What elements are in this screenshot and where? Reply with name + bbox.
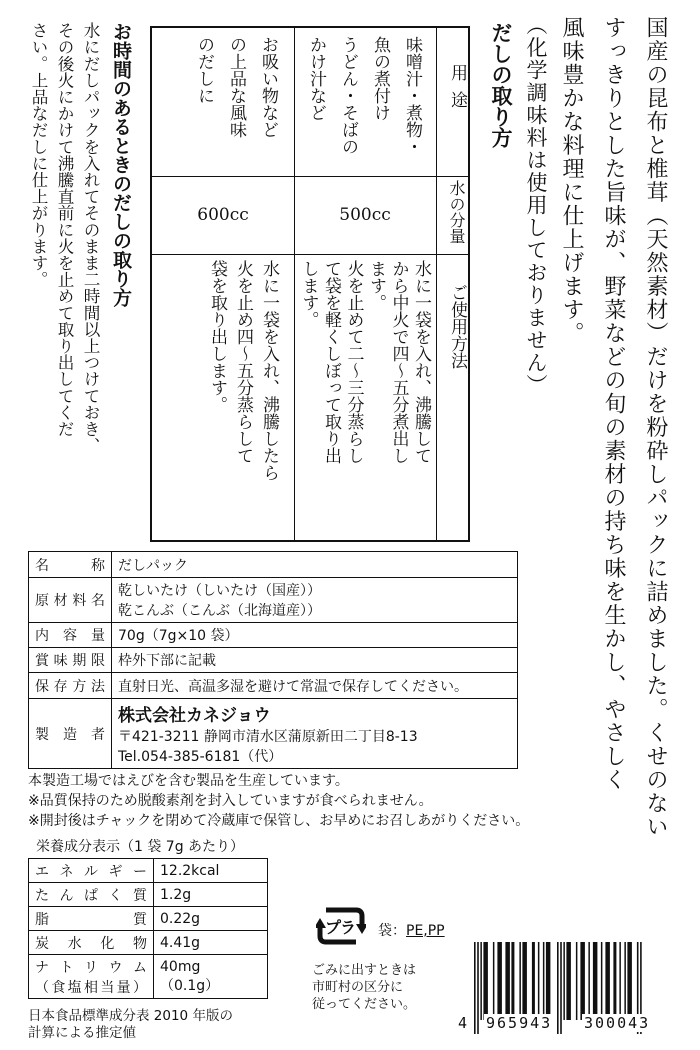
nutrition-label-line: （食塩相当量） xyxy=(35,979,147,996)
name-value: だしパック xyxy=(112,552,518,578)
barcode-bar xyxy=(627,942,632,1020)
nutrition-label: 脂質 xyxy=(29,907,154,931)
row2-method xyxy=(156,260,290,540)
disposal-note xyxy=(312,962,416,1013)
name-label: 名称 xyxy=(29,552,112,578)
nutrition-value-sodium xyxy=(154,955,268,999)
barcode-bar xyxy=(580,942,585,1020)
nutrition-label-line: ナトリウム xyxy=(35,959,147,976)
barcode-bar xyxy=(511,942,514,1020)
leisure-line-3: さい。上品なだしに仕上がります。 xyxy=(29,22,48,288)
barcode-bar xyxy=(566,942,571,1020)
barcode-bar xyxy=(601,942,603,1020)
maker-value xyxy=(112,699,518,769)
row1-method-line: ます。 xyxy=(366,260,386,311)
bestby-label: 賞味期限 xyxy=(29,648,112,673)
dashi-title: だしの取り方 xyxy=(489,22,513,148)
maker-address: 〒421-3211 静岡市清水区蒲原新田二丁目8-13 xyxy=(118,729,418,745)
leisure-line-1: 水にだしパックを入れてそのまま二時間以上つけておき、 xyxy=(81,22,100,454)
packaging-material-value: PE,PP xyxy=(406,923,445,939)
row1-use-line: かけ汁など xyxy=(306,36,326,121)
packaging-material xyxy=(378,920,445,940)
barcode-bar xyxy=(477,942,479,1034)
barcode-bar xyxy=(538,942,540,1020)
row2-method-line: 袋を取り出します。 xyxy=(207,260,227,413)
storage-value: 直射日光、高温多湿を避けて常温で保存してください。 xyxy=(112,673,518,699)
row1-use-line: うどん・そばの xyxy=(338,36,358,155)
row1-water: 500cc xyxy=(339,205,391,225)
nutrition-table xyxy=(28,858,268,999)
barcode-bar xyxy=(480,942,482,1020)
barcode-group-2: 300043 xyxy=(584,1014,651,1032)
row1-use-text xyxy=(300,36,428,155)
row2-water: 600cc xyxy=(197,205,249,225)
plastic-recycle-icon xyxy=(316,904,366,948)
barcode-bar xyxy=(588,942,590,1020)
intro-line-2: すっきりとした旨味が、野菜などの旬の素材の持ち味を生かし、やさしく xyxy=(601,16,626,792)
barcode-bar xyxy=(560,942,562,1034)
barcode-bar xyxy=(505,942,510,1020)
disposal-line: 従ってください。 xyxy=(312,997,417,1012)
ingredients-value xyxy=(112,578,518,623)
usage-table xyxy=(150,26,470,542)
barcode-bar xyxy=(576,942,578,1020)
row2-use-line: の上品な風味 xyxy=(226,36,246,138)
nutrition-value-line: （0.1g） xyxy=(160,977,220,994)
nutrition-value: 12.2kcal xyxy=(154,859,268,883)
intro-line-3: 風味豊かな料理に仕上げます。 xyxy=(559,16,584,345)
nutrition-value: 1.2g xyxy=(154,883,268,907)
ingredient-line: 乾こんぶ（こんぶ（北海道産）） xyxy=(118,603,321,619)
barcode-bar xyxy=(483,942,488,1020)
barcode-bar xyxy=(497,942,502,1020)
nutrition-footnote-2: 計算による推定値 xyxy=(28,1025,136,1041)
product-info-table xyxy=(28,551,518,769)
barcode-bar xyxy=(546,942,551,1020)
nutrition-label: たんぱく質 xyxy=(29,883,154,907)
disposal-line: ごみに出すときは xyxy=(312,963,417,978)
barcode-group-1: 965943 xyxy=(486,1014,553,1032)
storage-label: 保存方法 xyxy=(29,673,112,699)
leisure-line-2: その後火にかけて沸騰直前に火を止めて取り出してくだ xyxy=(55,22,74,437)
plastic-mark-text: プラ xyxy=(325,918,356,937)
intro-line-4: （化学調味料は使用しておりません） xyxy=(524,14,548,397)
header-use: 用途 xyxy=(447,64,467,118)
barcode-bar xyxy=(557,942,559,1034)
barcode-first-digit: 4 xyxy=(458,1014,468,1032)
maker-name: 株式会社カネジョウ xyxy=(118,706,271,726)
barcode-bar xyxy=(563,942,565,1020)
nutrition-title: 栄養成分表示（1 袋 7g あたり） xyxy=(36,839,245,855)
nutrition-label: エネルギー xyxy=(29,859,154,883)
barcode xyxy=(458,942,684,1046)
barcode-bar xyxy=(519,942,521,1020)
disposal-line: 市町村の区分に xyxy=(312,980,404,995)
nutrition-value-line: 40mg xyxy=(160,958,201,975)
row2-use-line: お吸い物など xyxy=(258,36,278,138)
row1-method-line: 火を止めて二～三分蒸らし xyxy=(343,260,364,464)
barcode-bar xyxy=(593,942,598,1020)
barcode-bar xyxy=(532,942,535,1020)
row1-use-line: 味噌汁・煮物・ xyxy=(402,36,422,155)
ingredients-label: 原材料名 xyxy=(29,578,112,623)
barcode-bar xyxy=(522,942,527,1020)
row1-method-line: します。 xyxy=(298,260,319,328)
row1-method-line: 水に一袋を入れ、沸騰して xyxy=(411,260,431,464)
barcode-bar xyxy=(605,942,610,1020)
content-value: 70g（7g×10 袋） xyxy=(112,623,518,648)
note-oxygen-absorber: ※品質保持のため脱酸素剤を封入していますが食べられません。 xyxy=(28,793,433,809)
nutrition-label-sodium xyxy=(29,955,154,999)
content-label: 内容量 xyxy=(29,623,112,648)
row2-method-line: 火を止め四～五分蒸らして xyxy=(233,260,253,464)
row2-method-line: 水に一袋を入れ、沸騰したら xyxy=(259,260,279,481)
ingredient-line: 乾しいたけ（しいたけ（国産）） xyxy=(118,583,321,599)
barcode-bar xyxy=(624,942,626,1020)
nutrition-value: 0.22g xyxy=(154,907,268,931)
maker-label: 製造者 xyxy=(29,699,112,769)
row2-use xyxy=(156,34,290,174)
packaging-prefix: 袋： xyxy=(378,923,406,939)
barcode-bar xyxy=(613,942,616,1020)
nutrition-label: 炭水化物 xyxy=(29,931,154,955)
intro-line-1: 国産の昆布と椎茸（天然素材）だけを粉砕しパックに詰めました。くせのない xyxy=(643,16,668,839)
row1-method xyxy=(298,260,432,540)
leisure-title: お時間のあるときのだしの取り方 xyxy=(110,22,132,307)
header-method: ご使用方法 xyxy=(447,284,467,369)
maker-tel: Tel.054-385-6181（代） xyxy=(118,749,283,765)
row1-method-line: から中火で四～五分煮出し xyxy=(388,260,409,464)
nutrition-footnote-1: 日本食品標準成分表 2010 年版の xyxy=(28,1008,233,1024)
row1-use-line: 魚の煮付け xyxy=(370,36,390,121)
header-water: 水の分量 xyxy=(447,180,466,244)
note-storage-after-opening: ※開封後はチャックを閉めて冷蔵庫で保管し、お早めにお召しあがりください。 xyxy=(28,813,530,829)
nutrition-value: 4.41g xyxy=(154,931,268,955)
barcode-bar xyxy=(543,942,545,1020)
barcode-bar xyxy=(474,942,476,1034)
note-allergen: 本製造工場ではえびを含む製品を生産しています。 xyxy=(28,773,349,789)
row1-use xyxy=(298,34,432,174)
bestby-value: 枠外下部に記載 xyxy=(112,648,518,673)
row2-use-line: のだしに xyxy=(194,36,214,104)
barcode-bar xyxy=(619,942,621,1020)
row1-method-line: て袋を軽くしぼって取り出 xyxy=(321,260,341,464)
barcode-bar xyxy=(493,942,495,1020)
